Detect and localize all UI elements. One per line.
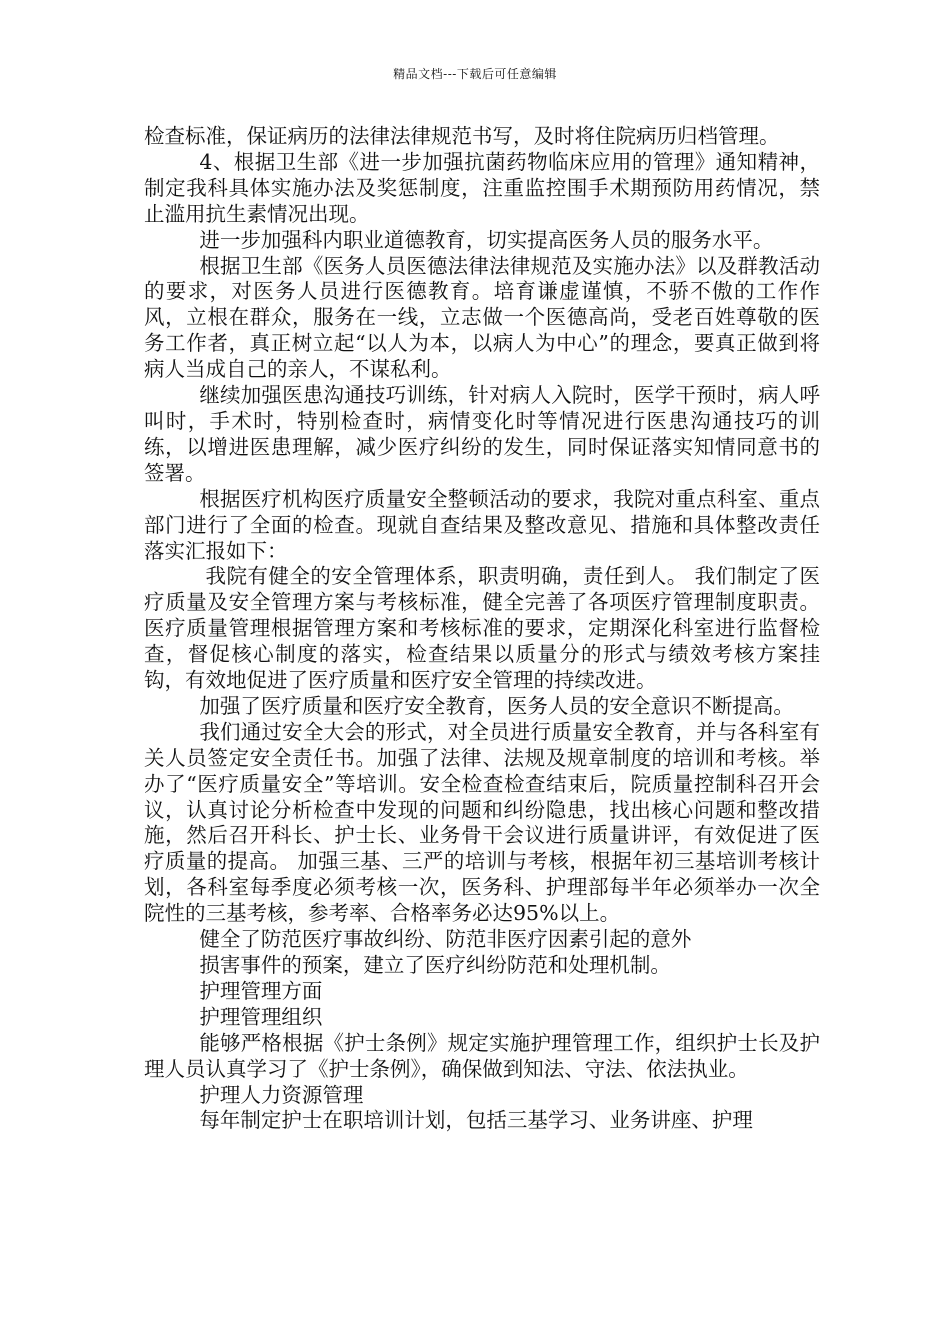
paragraph: 损害事件的预案，建立了医疗纠纷防范和处理机制。 bbox=[199, 953, 671, 977]
paragraph: 我们通过安全大会的形式，对全员进行质量安全教育，并与各科室有关人员签定安全责任书。加强了法律、法规及规章制度的培训和考核。举办了“医疗质量安全”等培训。安全检查检查结束后，院质量控制科召开会议，认真讨论分析检查中发现的问题和纠纷隐患，找出核心问题和整改措施，然后召开科长、护士长、业务骨干会议进行质量讲评，有效促进了医疗质量的提高。 加强三基、三严的培训与考核，根据年初三基培训考核计划，各科室每季度必须考核一次，医务科、护理部每半年必须举办一次全院性的三基考核，参考率、合格率务必达95%以上。 bbox=[144, 719, 820, 926]
paragraph: 进一步加强科内职业道德教育，切实提高医务人员的服务水平。 bbox=[199, 227, 774, 252]
paragraph: 4、根据卫生部《进一步加强抗菌药物临床应用的管理》通知精神，制定我科具体实施办法及奖惩制度，注重监控围手术期预防用药情况，禁止滥用抗生素情况出现。 bbox=[144, 149, 820, 226]
section-heading: 护理人力资源管理 bbox=[199, 1082, 364, 1107]
section-heading: 护理管理方面 bbox=[199, 978, 323, 1003]
paragraph: 我院有健全的安全管理体系，职责明确，责任到人。 我们制定了医疗质量及安全管理方案与考核标准，健全完善了各项医疗管理制度职责。医疗质量管理根据管理方案和考核标准的要求，定期深化科室进行监督检查，督促核心制度的落实，检查结果以质量分的形式与绩效考核方案挂钩，有效地促进了医疗质量和医疗安全管理的持续改进。 bbox=[144, 564, 820, 693]
paragraph: 检查标准，保证病历的法律法律规范书写，及时将住院病历归档管理。 bbox=[144, 124, 780, 148]
paragraph: 健全了防范医疗事故纠纷、防范非医疗因素引起的意外 bbox=[199, 927, 692, 952]
paragraph: 继续加强医患沟通技巧训练，针对病人入院时，医学干预时，病人呼叫时，手术时，特别检查时，病情变化时等情况进行医患沟通技巧的训练，以增进医患理解，减少医疗纠纷的发生，同时保证落实知情同意书的签署。 bbox=[144, 383, 820, 485]
paragraph: 加强了医疗质量和医疗安全教育，医务人员的安全意识不断提高。 bbox=[199, 693, 794, 718]
paragraph: 根据卫生部《医务人员医德法律法律规范及实施办法》以及群教活动的要求，对医务人员进行医德教育。培育谦虚谨慎，不骄不傲的工作作风，立根在群众，服务在一线，立志做一个医德高尚，受老百姓尊敬的医务工作者，真正树立起“以人为本，以病人为中心”的理念，要真正做到将病人当成自己的亲人，不谋私利。 bbox=[144, 253, 820, 382]
paragraph: 能够严格根据《护士条例》规定实施护理管理工作，组织护士长及护理人员认真学习了《护士条例》，确保做到知法、守法、依法执业。 bbox=[144, 1030, 820, 1081]
paragraph: 根据医疗机构医疗质量安全整顿活动的要求，我院对重点科室、重点部门进行了全面的检查。现就自查结果及整改意见、措施和具体整改责任落实汇报如下： bbox=[144, 486, 820, 563]
page-header: 精品文档---下载后可任意编辑 bbox=[393, 67, 557, 81]
paragraph: 每年制定护士在职培训计划，包括三基学习、业务讲座、护理 bbox=[199, 1108, 753, 1133]
section-heading: 护理管理组织 bbox=[199, 1004, 323, 1029]
document-body bbox=[144, 124, 820, 1134]
